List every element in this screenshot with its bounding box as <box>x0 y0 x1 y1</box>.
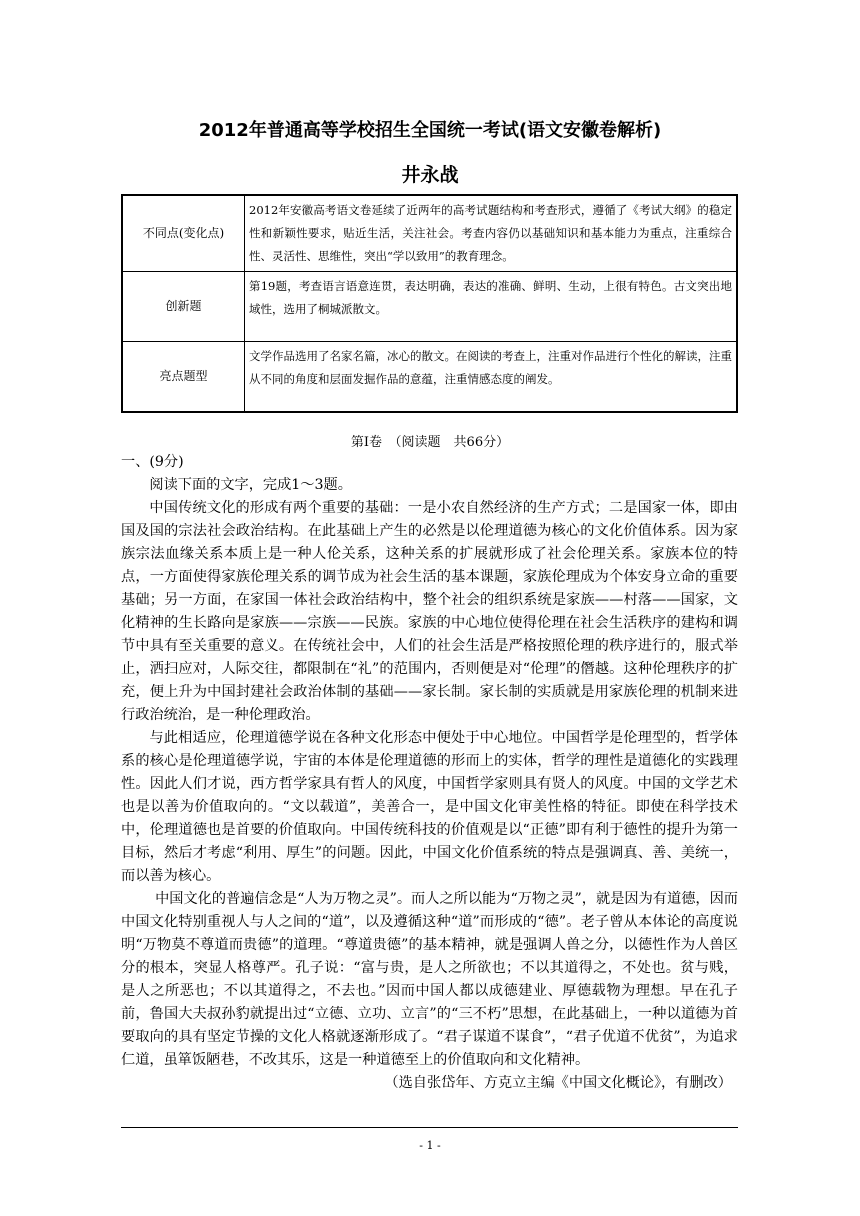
table-key: 亮点题型 <box>122 342 245 412</box>
table-value: 2012年安徽高考语文卷延续了近两年的高考试题结构和考查形式，遵循了《考试大纲》的稳定性和新颖性要求，贴近生活，关注社会。考查内容仍以基础知识和基本能力为重点，注重综合性、灵活性、思维性，突出“学以致用”的教育理念。 <box>245 195 738 272</box>
page-number: - 1 - <box>419 1139 441 1152</box>
analysis-table <box>121 194 738 413</box>
footer-divider <box>121 1127 738 1128</box>
instruction: 阅读下面的文字，完成1～3题。 <box>149 477 352 493</box>
part-label: 一、(9分) <box>121 454 184 470</box>
section-heading: 第Ⅰ卷 （阅读题 共66分） <box>350 435 510 450</box>
paragraph: 中国传统文化的形成有两个重要的基础：一是小农自然经济的生产方式；二是国家一体，即由国及国的宗法社会政治结构。在此基础上产生的必然是以伦理道德为核心的文化价值体系。因为家族宗法血缘关系本质上是一种人伦关系，这种关系的扩展就形成了社会伦理关系。家族本位的特点，一方面使得家族伦理关系的调节成为社会生活的基本课题，家族伦理成为个体安身立命的重要基础；另一方面，在家国一体社会政治结构中，整个社会的组织系统是家族——村落——国家，文化精神的生长路向是家族——宗族——民族。家族的中心地位使得伦理在社会生活秩序的建构和调节中具有至关重要的意义。在传统社会中，人们的社会生活是严格按照伦理的秩序进行的，服式举止，洒扫应对，人际交往，都限制在“礼”的范围内，否则便是对“伦理”的僭越。这种伦理秩序的扩充，便上升为中国封建社会政治体制的基础——家长制。家长制的实质就是用家族伦理的机制来进行政治统治，是一种伦理政治。 <box>121 500 738 723</box>
source-citation: （选自张岱年、方克立主编《中国文化概论》，有删改） <box>384 1075 732 1091</box>
paragraph: 中国文化的普遍信念是“人为万物之灵”。而人之所以能为“万物之灵”，就是因为有道德，因而中国文化特别重视人与人之间的“道”，以及遵循这种“道”而形成的“德”。老子曾从本体论的高度说明“万物莫不尊道而贵德”的道理。“尊道贵德”的基本精神，就是强调人兽之分，以德性作为人兽区分的根本，突显人格尊严。孔子说：“富与贵，是人之所欲也；不以其道得之，不处也。贫与贱，是人之所恶也；不以其道得之，不去也。”因而中国人都以成德建业、厚德载物为理想。早在孔子前，鲁国大夫叔孙豹就提出过“立德、立功、立言”的“三不朽”思想，在此基础上，一种以道德为首要取向的具有坚定节操的文化人格就逐渐形成了。“君子谋道不谋食”，“君子优道不优贫”，为追求仁道，虽箪饭陋巷，不改其乐，这是一种道德至上的价值取向和文化精神。 <box>121 891 738 1068</box>
passage <box>121 451 738 1095</box>
table-row <box>122 272 737 342</box>
table-row <box>122 195 737 272</box>
document-title: 2012年普通高等学校招生全国统一考试(语文安徽卷解析) <box>198 120 662 141</box>
table-value: 第19题，考查语言语意连贯，表达明确，表达的准确、鲜明、生动，上很有特色。古文突出地域性，选用了桐城派散文。 <box>245 272 738 342</box>
paragraph: 与此相适应，伦理道德学说在各种文化形态中便处于中心地位。中国哲学是伦理型的，哲学体系的核心是伦理道德学说，宇宙的本体是伦理道德的形而上的实体，哲学的理性是道德化的实践理性。因此人们才说，西方哲学家具有哲人的风度，中国哲学家则具有贤人的风度。中国的文学艺术也是以善为价值取向的。“文以载道”，美善合一，是中国文化审美性格的特征。即使在科学技术中，伦理道德也是首要的价值取向。中国传统科技的价值观是以“正德”即有利于德性的提升为第一目标，然后才考虑“利用、厚生”的问题。因此，中国文化价值系统的特点是强调真、善、美统一，而以善为核心。 <box>121 730 738 884</box>
author-name: 井永战 <box>401 164 459 186</box>
table-row <box>122 342 737 412</box>
table-key: 不同点(变化点) <box>122 195 245 272</box>
table-value: 文学作品选用了名家名篇，冰心的散文。在阅读的考查上，注重对作品进行个性化的解读，注重从不同的角度和层面发掘作品的意蕴，注重情感态度的阐发。 <box>245 342 738 412</box>
table-key: 创新题 <box>122 272 245 342</box>
